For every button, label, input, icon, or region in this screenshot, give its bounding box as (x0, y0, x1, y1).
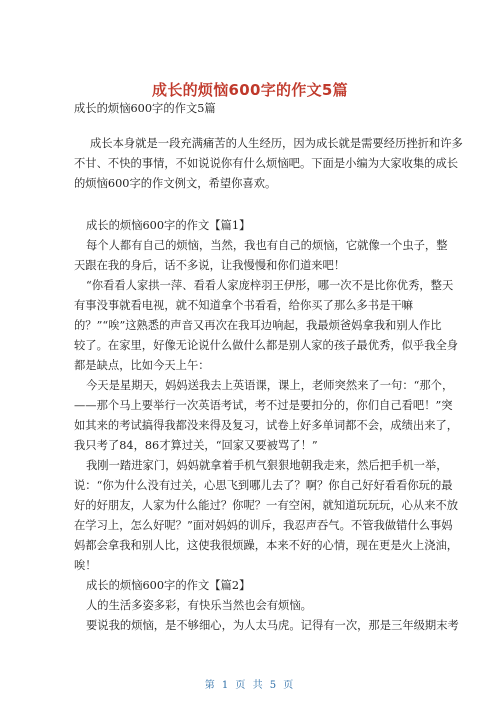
essay2-line: 人的生活多姿多彩，有快乐当然也会有烦恼。 (86, 599, 312, 612)
essay1-line: 说：“你为什么没有过关，心思飞到哪儿去了？啊？你自己好好看看你玩的最 (74, 479, 453, 492)
document-subtitle: 成长的烦恼600字的作文5篇 (74, 102, 216, 115)
essay1-line: 有事没事就看电视，就不知道拿个书看看，给你买了那么多书是干嘛 (74, 299, 413, 312)
essay1-line: 妈都会拿我和别人比，这使我很烦躁，本来不好的心情，现在更是火上浇油， (74, 539, 459, 552)
essay1-line: 都是缺点，比如今天上午： (74, 359, 210, 372)
essay2-heading: 成长的烦恼600字的作文【篇2】 (86, 579, 251, 592)
essay1-line: 唉！ (74, 559, 97, 572)
essay1-line: 好的好朋友，人家为什么能过？你呢？一有空闲，就知道玩玩玩，心从来不放 (74, 499, 459, 512)
essay1-line: 我只考了84，86才算过关，“回家又要被骂了！” (74, 439, 318, 452)
essay1-line: ——那个马上要举行一次英语考试，考不过是要扣分的，你们自己看吧！”突 (74, 399, 453, 412)
essay1-line: 在学习上，怎么好呢？”面对妈妈的训斥，我忍声吞气。不管我做错什么事妈 (74, 519, 453, 532)
essay1-heading: 成长的烦恼600字的作文【篇1】 (86, 219, 251, 232)
essay1-line: 如其来的考试搞得我都没来得及复习，试卷上好多单词都不会，成绩出来了， (74, 419, 459, 432)
essay1-line: 每个人都有自己的烦恼，当然，我也有自己的烦恼，它就像一个虫子，整 (86, 239, 448, 252)
essay1-line: 今天是星期天，妈妈送我去上英语课，课上，老师突然来了一句：“那个， (86, 379, 454, 392)
intro-line: 成长本身就是一段充满痛苦的人生经历，因为成长就是需要经历挫折和许多 (90, 137, 463, 150)
document-title: 成长的烦恼600字的作文5篇 (152, 81, 348, 99)
intro-line: 的烦恼600字的作文例文，希望你喜欢。 (74, 177, 277, 190)
intro-line: 不甘、不快的事情，不如说说你有什么烦恼吧。下面是小编为大家收集的成长 (74, 157, 459, 170)
essay2-line: 要说我的烦恼，是不够细心，为人太马虎。记得有一次，那是三年级期末考 (86, 619, 459, 632)
essay1-line: 我刚一踏进家门，妈妈就拿着手机气狠狠地朝我走来，然后把手机一举， (86, 459, 448, 472)
essay1-line: 的？”“唉”这熟悉的声音又再次在我耳边响起，我最烦爸妈拿我和别人作比 (74, 319, 442, 332)
essay1-line: “你看看人家拱一萍、看看人家庞梓羽王伊彤，哪一次不是比你优秀，整天 (86, 279, 454, 292)
essay1-line: 天跟在我的身后，话不多说，让我慢慢和你们道来吧！ (74, 259, 346, 272)
essay1-line: 较了。在家里，好像无论说什么做什么都是别人家的孩子最优秀，似乎我全身 (74, 339, 459, 352)
page-footer: 第 1 页 共 5 页 (204, 680, 296, 691)
